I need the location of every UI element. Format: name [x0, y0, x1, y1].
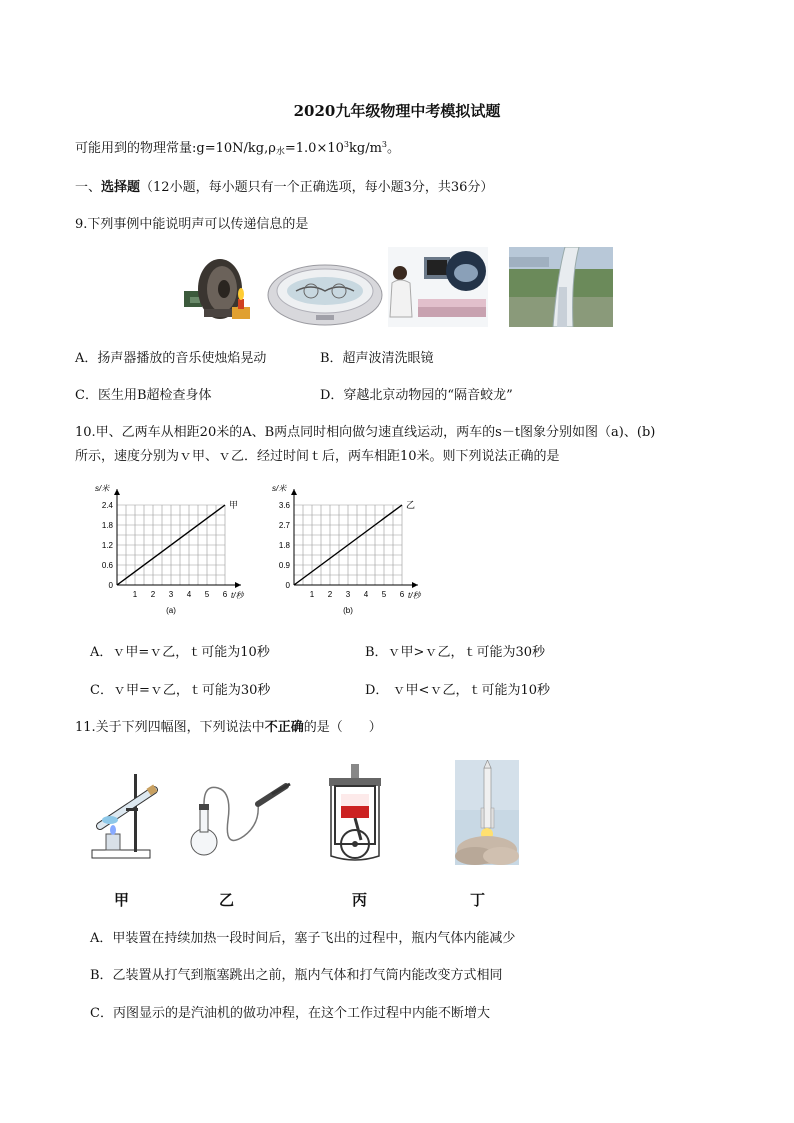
y-tick-label: 2.7: [278, 521, 290, 530]
rocket-launch-photo: [455, 760, 519, 865]
page-title: 2020九年级物理中考模拟试题: [293, 102, 501, 120]
caption-yi: 乙: [219, 891, 235, 909]
ultrasonic-cleaner-photo: [266, 257, 384, 327]
chart-caption: (b): [343, 606, 353, 615]
chart-caption: (a): [166, 606, 176, 615]
section-heading: 一、选择题（12小题，每小题只有一个正确选项，每小题3分，共36分）: [75, 180, 494, 195]
x-axis-arrow: [235, 582, 241, 588]
q10-option-d: D． ｖ甲<ｖ乙，ｔ可能为10秒: [365, 683, 550, 698]
q11-stem: 11.关于下列四幅图，下列说法中不正确的是（ ）: [75, 720, 382, 735]
sound-barrier-tunnel-photo: [509, 247, 613, 327]
chart-a: [85, 480, 265, 620]
y-tick-label: 1.8: [278, 541, 290, 550]
y-tick-label: 1.8: [101, 521, 113, 530]
q11-option-b: B．乙装置从打气到瓶塞跳出之前，瓶内气体和打气筒内能改变方式相同: [90, 968, 503, 983]
y-tick-label: 1.2: [101, 541, 113, 550]
y-tick-label: 2.4: [101, 501, 113, 510]
x-tick-label: 6: [399, 590, 405, 599]
x-tick-label: 4: [186, 590, 192, 599]
series-name-label: 甲: [229, 500, 239, 510]
constants-line: 可能用到的物理常量$:g=10N/kg,\rho_水=1.0\times 10^3kg/m^3$。: [75, 140, 401, 157]
x-tick-label: 5: [204, 590, 210, 599]
engine-cylinder-figure: [325, 764, 385, 864]
q10-stem-line1: 10.甲、乙两车从相距20米的A、B两点同时相向做匀速直线运动，两车的s－t图象分别如图（a)、(b): [75, 425, 656, 440]
q9-option-b: B．超声波清洗眼镜: [320, 351, 434, 366]
q11-option-a: A．甲装置在持续加热一段时间后，塞子飞出的过程中，瓶内气体内能减少: [90, 931, 516, 946]
caption-ding: 丁: [470, 891, 486, 909]
q9-stem: 9.下列事例中能说明声可以传递信息的是: [75, 217, 309, 232]
b-ultrasound-photo: [388, 247, 488, 327]
y-axis-arrow: [291, 489, 297, 495]
q10-option-b: B．ｖ甲>ｖ乙，ｔ可能为30秒: [365, 645, 545, 660]
caption-bing: 丙: [352, 891, 368, 909]
flask-pump-figure: [188, 780, 294, 860]
x-tick-label: 3: [168, 590, 174, 599]
speaker-candle-photo: [182, 247, 270, 327]
q11-option-c: C．丙图显示的是汽油机的做功冲程，在这个工作过程中内能不断增大: [90, 1006, 490, 1021]
y-axis-label: s/米: [95, 484, 110, 493]
x-axis-arrow: [412, 582, 418, 588]
x-tick-label: 2: [150, 590, 156, 599]
y-axis-label: s/米: [272, 484, 287, 493]
caption-jia: 甲: [114, 891, 130, 909]
q9-option-c: C．医生用B超检查身体: [75, 388, 212, 403]
y-tick-label: 0.6: [101, 561, 113, 570]
x-tick-label: 3: [345, 590, 351, 599]
y-axis-arrow: [114, 489, 120, 495]
q9-option-d: D．穿越北京动物园的“隔音蛟龙”: [320, 388, 513, 403]
series-name-label: 乙: [406, 500, 416, 510]
y-tick-label: 0: [108, 581, 113, 590]
chart-b: [262, 480, 442, 620]
x-tick-label: 5: [381, 590, 387, 599]
x-axis-label: t/秒: [231, 591, 244, 600]
x-tick-label: 4: [363, 590, 369, 599]
x-tick-label: 2: [327, 590, 333, 599]
test-tube-heating-figure: [88, 768, 158, 864]
y-tick-label: 0.9: [278, 561, 290, 570]
y-tick-label: 3.6: [278, 501, 290, 510]
x-tick-label: 1: [309, 590, 315, 599]
x-tick-label: 6: [222, 590, 228, 599]
y-tick-label: 0: [285, 581, 290, 590]
q10-option-a: A．ｖ甲=ｖ乙，ｔ可能为10秒: [90, 645, 270, 660]
x-tick-label: 1: [132, 590, 138, 599]
q10-stem-line2: 所示，速度分别为ｖ甲、ｖ乙．经过时间ｔ后，两车相距10米。则下列说法正确的是: [75, 449, 560, 464]
q9-option-a: A．扬声器播放的音乐使烛焰晃动: [75, 351, 267, 366]
x-axis-label: t/秒: [408, 591, 421, 600]
q10-option-c: C．ｖ甲=ｖ乙，ｔ可能为30秒: [90, 683, 271, 698]
